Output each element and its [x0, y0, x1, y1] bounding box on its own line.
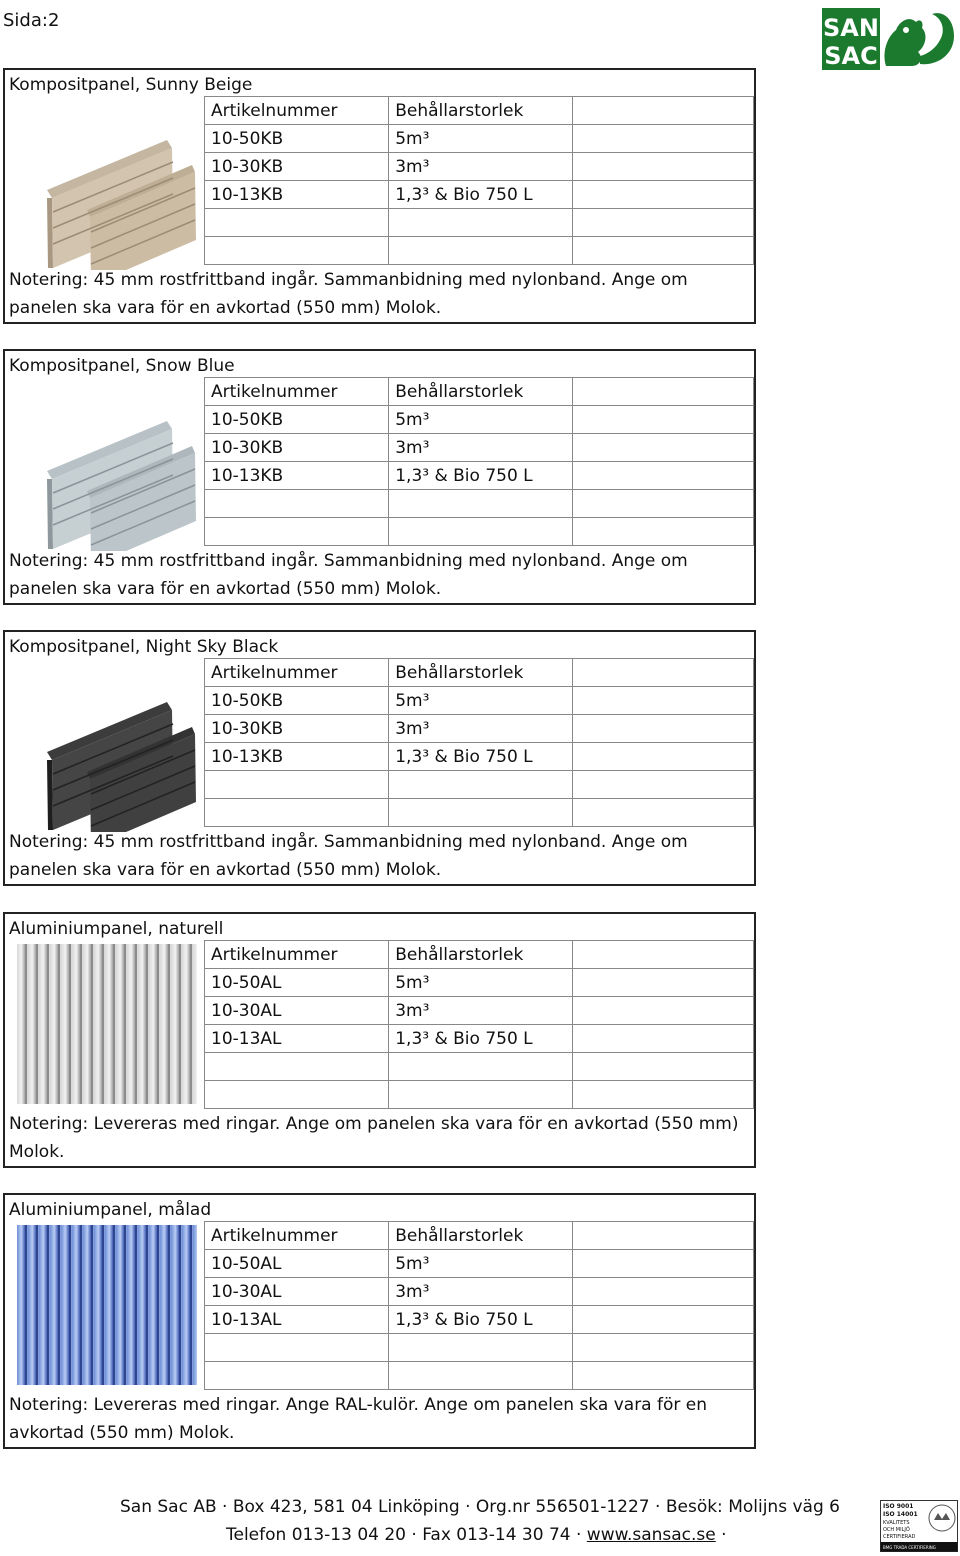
container-size: 3m³ [389, 153, 572, 181]
table-row [205, 1250, 754, 1278]
col-header-size: Behållarstorlek [389, 378, 572, 406]
empty-cell [572, 1222, 753, 1250]
section-note: Notering: Levereras med ringar. Ange om panelen ska vara för en avkortad (550 mm) Molok. [9, 1114, 739, 1162]
spec-table [204, 377, 754, 546]
table-row [205, 1278, 754, 1306]
article-number: 10-30KB [205, 715, 389, 743]
table-row [205, 1025, 754, 1053]
empty-cell [572, 1081, 753, 1109]
container-size: 1,3³ & Bio 750 L [389, 743, 572, 771]
section-note: Notering: 45 mm rostfrittband ingår. Sammanbidning med nylonband. Ange om panelen ska vara för en avkortad (550 mm) Molok. [9, 551, 688, 599]
empty-cell [572, 97, 753, 125]
empty-cell [572, 1278, 753, 1306]
table-row [205, 518, 754, 546]
website-link[interactable]: www.sansac.se [586, 1525, 716, 1545]
footer-phone-fax: Telefon 013-13 04 20 · Fax 013-14 30 74 · [226, 1525, 587, 1545]
article-number: 10-13KB [205, 462, 389, 490]
logo-line1: SAN [823, 14, 879, 42]
table-row [205, 771, 754, 799]
product-section-snow-blue [3, 349, 756, 605]
empty-cell [572, 659, 753, 687]
table-row [205, 434, 754, 462]
empty-cell [205, 799, 389, 827]
article-number: 10-13KB [205, 181, 389, 209]
panel-photo-painted [17, 1225, 197, 1395]
empty-cell [572, 1053, 753, 1081]
cert-line: OCH MILJÖ [883, 1527, 910, 1533]
col-header-article: Artikelnummer [205, 97, 389, 125]
table-row [205, 1334, 754, 1362]
spec-table [204, 658, 754, 827]
table-row [205, 209, 754, 237]
logo-line2: SAC [824, 42, 878, 70]
article-number: 10-50KB [205, 125, 389, 153]
product-section-night-sky-black [3, 630, 756, 886]
empty-cell [572, 969, 753, 997]
section-title: Kompositpanel, Snow Blue [9, 356, 235, 376]
footer-suffix: · [715, 1525, 727, 1545]
empty-cell [205, 518, 389, 546]
container-size: 5m³ [389, 125, 572, 153]
empty-cell [572, 941, 753, 969]
empty-cell [389, 237, 572, 265]
container-size: 1,3³ & Bio 750 L [389, 462, 572, 490]
cert-line: ISO 14001 [883, 1511, 918, 1518]
article-number: 10-50KB [205, 406, 389, 434]
col-header-article: Artikelnummer [205, 1222, 389, 1250]
container-size: 1,3³ & Bio 750 L [389, 181, 572, 209]
empty-cell [572, 1334, 753, 1362]
empty-cell [572, 406, 753, 434]
empty-cell [389, 1053, 572, 1081]
article-number: 10-13KB [205, 743, 389, 771]
container-size: 5m³ [389, 1250, 572, 1278]
empty-cell [389, 490, 572, 518]
article-number: 10-30KB [205, 434, 389, 462]
empty-cell [205, 209, 389, 237]
empty-cell [205, 1081, 389, 1109]
empty-cell [572, 462, 753, 490]
panel-photo-aluminium [17, 944, 197, 1114]
table-row [205, 1306, 754, 1334]
col-header-article: Artikelnummer [205, 659, 389, 687]
sansac-logo [820, 6, 960, 72]
panel-photo-blue [17, 381, 197, 551]
cert-line: CERTIFIERAD [883, 1534, 916, 1540]
empty-cell [572, 743, 753, 771]
section-title: Kompositpanel, Night Sky Black [9, 637, 279, 657]
empty-cell [389, 518, 572, 546]
product-section-aluminium-painted [3, 1193, 756, 1449]
empty-cell [572, 799, 753, 827]
section-title: Aluminiumpanel, naturell [9, 919, 224, 939]
empty-cell [572, 771, 753, 799]
table-row [205, 237, 754, 265]
empty-cell [205, 237, 389, 265]
empty-cell [572, 997, 753, 1025]
empty-cell [572, 434, 753, 462]
empty-cell [389, 209, 572, 237]
spec-table [204, 1221, 754, 1390]
empty-cell [572, 237, 753, 265]
container-size: 5m³ [389, 687, 572, 715]
empty-cell [572, 125, 753, 153]
empty-cell [572, 181, 753, 209]
table-row [205, 997, 754, 1025]
empty-cell [572, 378, 753, 406]
table-row [205, 743, 754, 771]
table-row [205, 969, 754, 997]
table-row [205, 462, 754, 490]
col-header-article: Artikelnummer [205, 941, 389, 969]
empty-cell [389, 1362, 572, 1390]
product-section-sunny-beige [3, 68, 756, 324]
col-header-size: Behållarstorlek [389, 97, 572, 125]
article-number: 10-30KB [205, 153, 389, 181]
table-row [205, 153, 754, 181]
cert-line: ISO 9001 [883, 1503, 914, 1510]
empty-cell [572, 1306, 753, 1334]
container-size: 3m³ [389, 715, 572, 743]
empty-cell [572, 490, 753, 518]
empty-cell [205, 1334, 389, 1362]
empty-cell [205, 1362, 389, 1390]
section-note: Notering: 45 mm rostfrittband ingår. Sammanbidning med nylonband. Ange om panelen ska vara för en avkortad (550 mm) Molok. [9, 270, 688, 318]
panel-photo-beige [17, 100, 197, 270]
table-row [205, 799, 754, 827]
cert-line: BMG TRADA CERTIFIERING [883, 1545, 936, 1550]
empty-cell [389, 799, 572, 827]
page-label: Sida:2 [3, 10, 60, 31]
empty-cell [572, 1250, 753, 1278]
product-section-aluminium-natural [3, 912, 756, 1168]
article-number: 10-50AL [205, 969, 389, 997]
empty-cell [389, 771, 572, 799]
article-number: 10-30AL [205, 997, 389, 1025]
col-header-size: Behållarstorlek [389, 1222, 572, 1250]
empty-cell [572, 1025, 753, 1053]
col-header-article: Artikelnummer [205, 378, 389, 406]
table-row [205, 715, 754, 743]
footer-contact [226, 1525, 727, 1545]
panel-photo-black [17, 662, 197, 832]
col-header-size: Behållarstorlek [389, 941, 572, 969]
table-row [205, 490, 754, 518]
table-row [205, 125, 754, 153]
container-size: 3m³ [389, 434, 572, 462]
empty-cell [572, 518, 753, 546]
table-row [205, 1081, 754, 1109]
article-number: 10-50AL [205, 1250, 389, 1278]
empty-cell [572, 687, 753, 715]
empty-cell [572, 1362, 753, 1390]
empty-cell [389, 1081, 572, 1109]
spec-table [204, 96, 754, 265]
empty-cell [205, 490, 389, 518]
footer-address: San Sac AB · Box 423, 581 04 Linköping · Org.nr 556501-1227 · Besök: Molijns väg 6 [120, 1497, 840, 1517]
spec-table [204, 940, 754, 1109]
container-size: 1,3³ & Bio 750 L [389, 1025, 572, 1053]
article-number: 10-30AL [205, 1278, 389, 1306]
empty-cell [389, 1334, 572, 1362]
col-header-size: Behållarstorlek [389, 659, 572, 687]
section-note: Notering: Levereras med ringar. Ange RAL-kulör. Ange om panelen ska vara för en avkortad (550 mm) Molok. [9, 1395, 708, 1443]
empty-cell [572, 153, 753, 181]
empty-cell [572, 715, 753, 743]
section-title: Aluminiumpanel, målad [9, 1200, 212, 1220]
table-row [205, 687, 754, 715]
container-size: 3m³ [389, 997, 572, 1025]
container-size: 5m³ [389, 969, 572, 997]
empty-cell [205, 771, 389, 799]
article-number: 10-50KB [205, 687, 389, 715]
empty-cell [572, 209, 753, 237]
container-size: 3m³ [389, 1278, 572, 1306]
container-size: 5m³ [389, 406, 572, 434]
section-title: Kompositpanel, Sunny Beige [9, 75, 253, 95]
cert-line: KVALITETS [883, 1520, 910, 1526]
container-size: 1,3³ & Bio 750 L [389, 1306, 572, 1334]
article-number: 10-13AL [205, 1025, 389, 1053]
certification-badge [880, 1500, 958, 1552]
table-row [205, 1053, 754, 1081]
table-row [205, 1362, 754, 1390]
table-row [205, 181, 754, 209]
squirrel-icon [884, 13, 954, 66]
article-number: 10-13AL [205, 1306, 389, 1334]
empty-cell [205, 1053, 389, 1081]
table-row [205, 406, 754, 434]
section-note: Notering: 45 mm rostfrittband ingår. Sammanbidning med nylonband. Ange om panelen ska vara för en avkortad (550 mm) Molok. [9, 832, 688, 880]
